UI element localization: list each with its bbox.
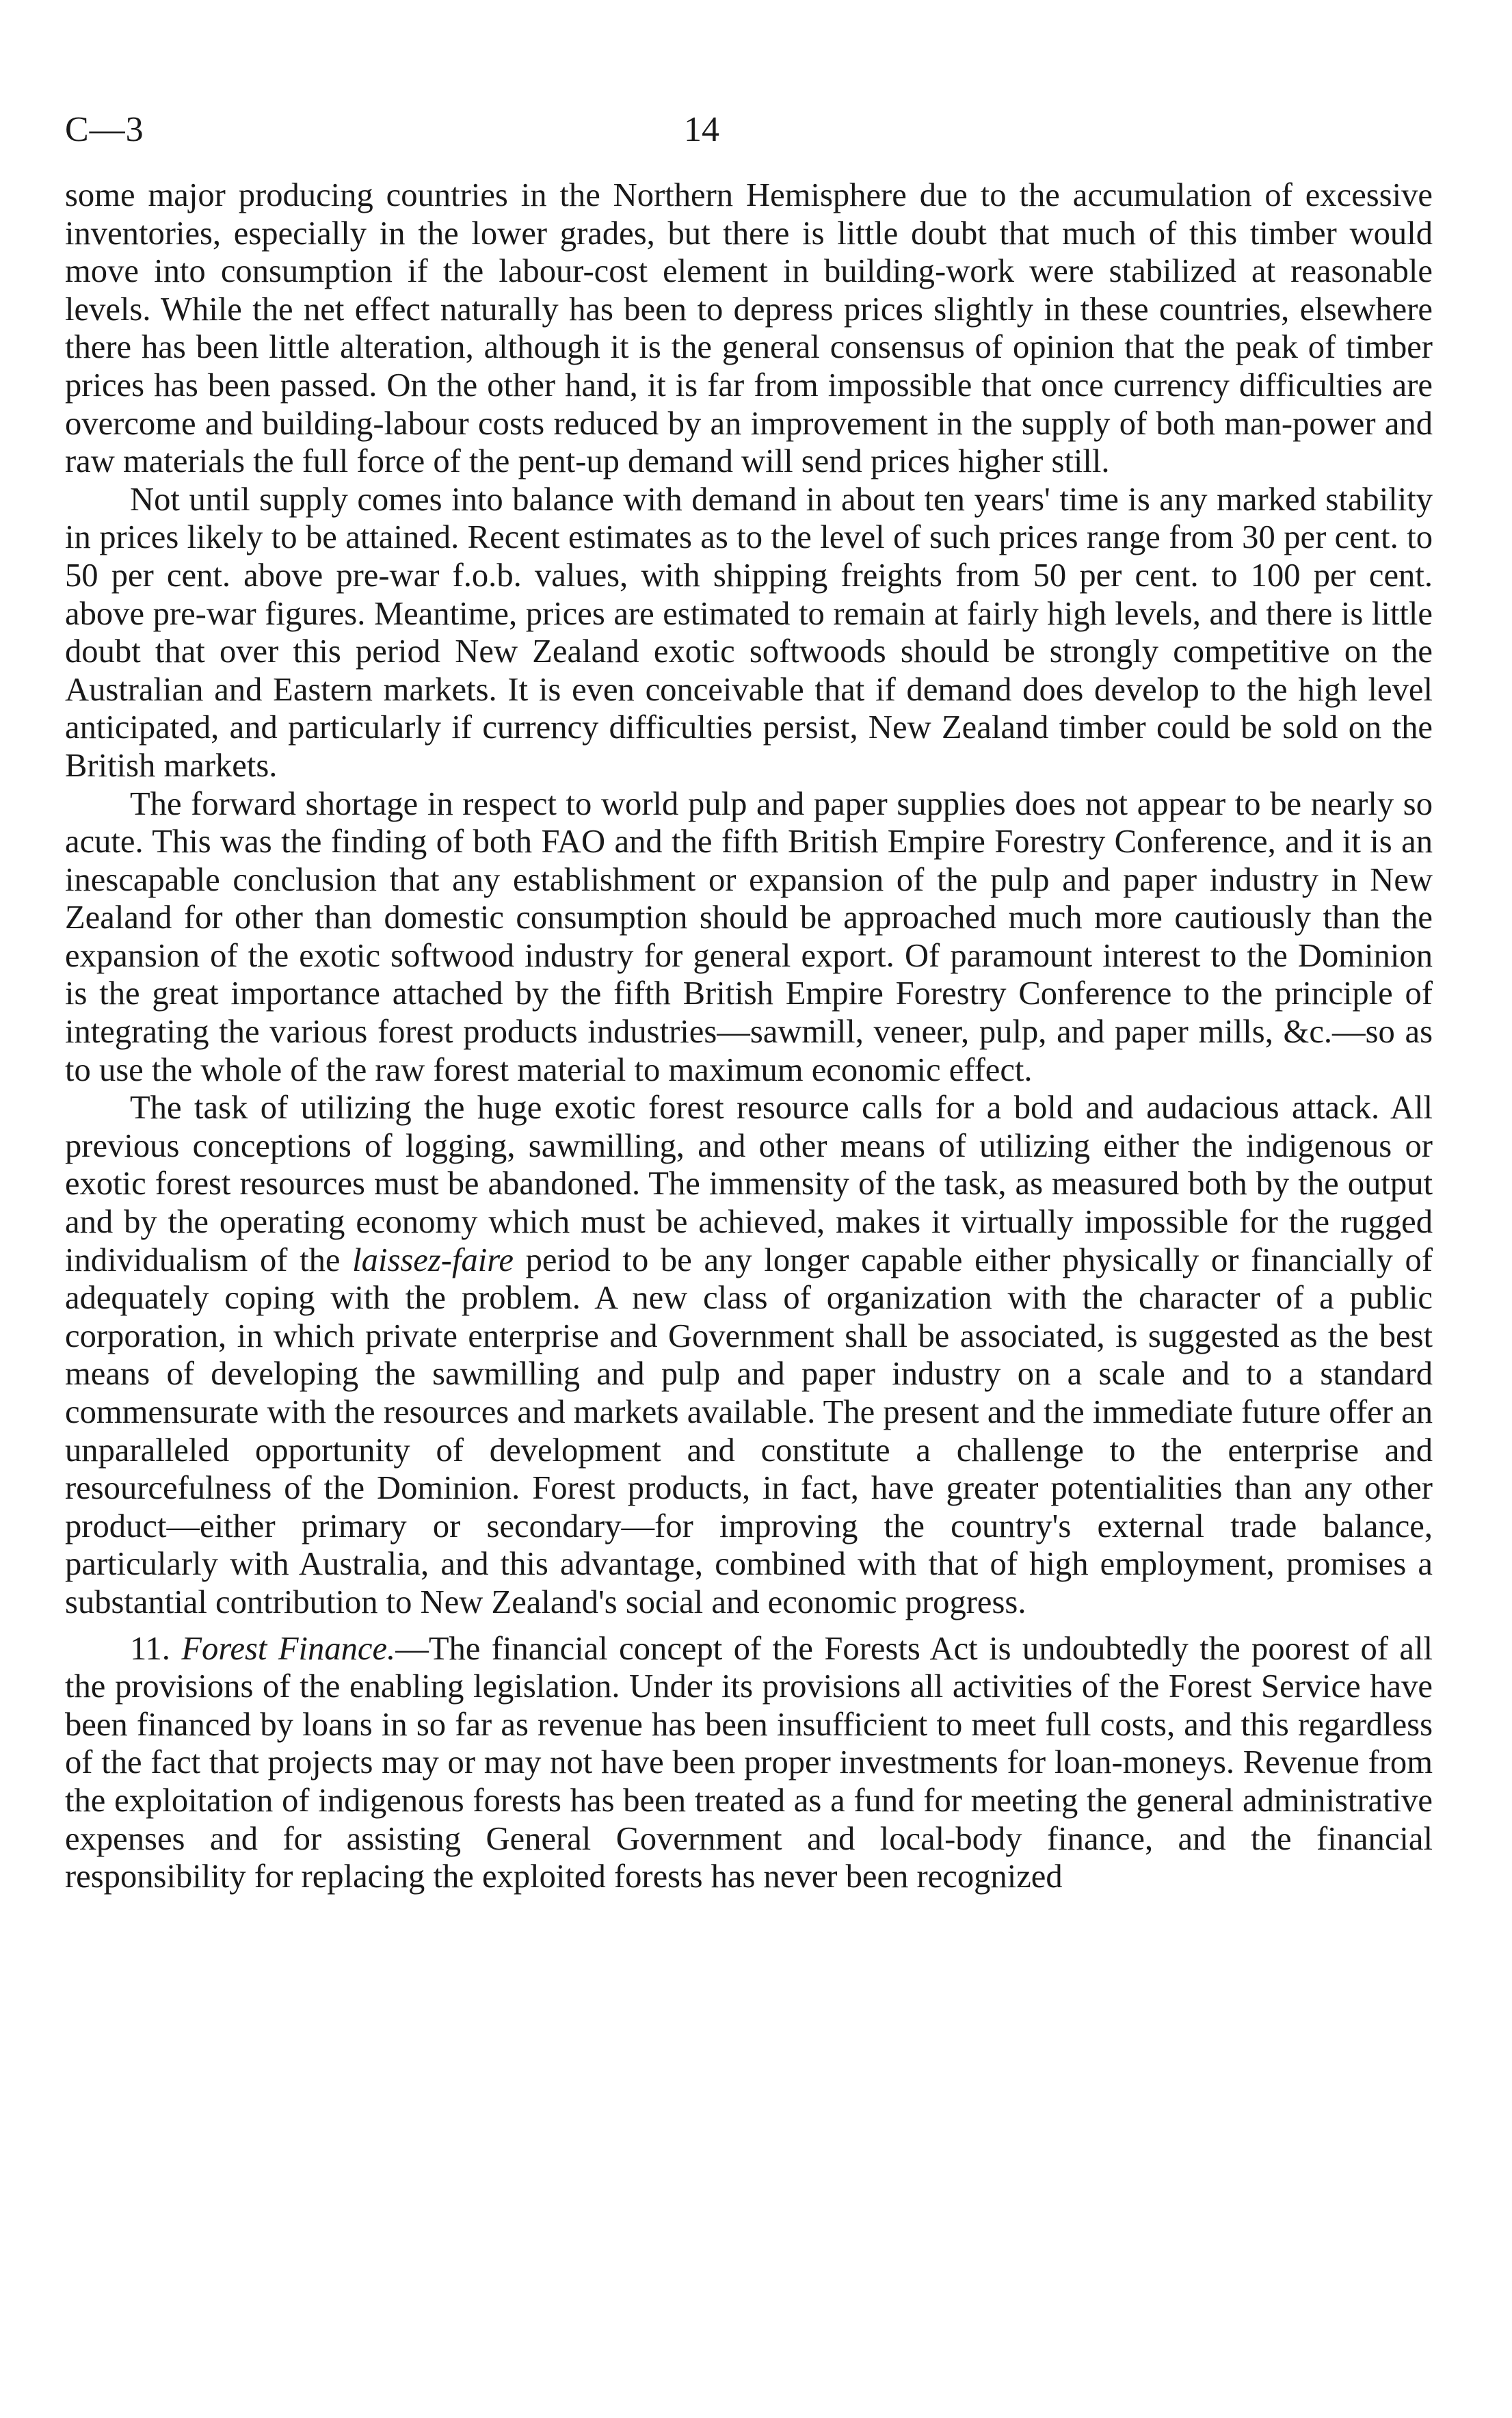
paragraph-text-part: —The financial concept of the Forests Act is undoubtedly the poorest of all the provisions of the enabling legislation. Under its provisions all activities of the Forest Service have been financed by loans in so far as revenue has been insufficient to meet full costs, and this regardless of the fact that projects may or may not have been proper investments for loan-moneys. Revenue from the exploitation of indigenous forests has been treated as a fund for meeting the general administrative expenses and for assisting General Government and local-body finance, and the financial responsibility for replacing the exploited forests has never been recognized — [65, 1629, 1433, 1895]
page-number: 14 — [684, 110, 719, 149]
paragraph-exotic-forest-utilization — [65, 1089, 1433, 1621]
paragraph-text-part: The task of utilizing the huge exotic forest resource calls for a bold and audacious attack. All previous conceptions of logging, sawmilling, and other means of utilizing either the indigenous or exotic forest resources must be abandoned. The immensity of the task, as measured both by the output and by the operating economy which must be achieved, makes it virtually impossible for the rugged individualism of the — [65, 1089, 1433, 1278]
body-text — [65, 176, 1433, 1896]
page-header — [65, 109, 1433, 157]
section-title: Forest Finance. — [181, 1629, 396, 1667]
section-number: 11. — [130, 1629, 182, 1667]
document-code: C—3 — [65, 110, 144, 149]
paragraph-text-part: period to be any longer capable either physically or financially of adequately coping with the problem. A new class of organization with the character of a public corporation, in which private enterprise and Government shall be associated, is suggested as the best means of developing the sawmilling and pulp and paper industry on a scale and to a standard commensurate with the resources and markets available. The present and the immediate future offer an unparalleled opportunity of development and constitute a challenge to the enterprise and resourcefulness of the Dominion. Forest products, in fact, have greater potentialities than any other product—either primary or secondary—for improving the country's external trade balance, particularly with Australia, and this advantage, combined with that of high employment, promises a substantial contribution to New Zealand's social and economic progress. — [65, 1241, 1433, 1620]
paragraph-continuation: some major producing countries in the Northern Hemisphere due to the accumulation of excessive inventories, especially in the lower grades, but there is little doubt that much of this timber would move into consumption if the labour-cost element in building-work were stabilized at reasonable levels. While the net effect naturally has been to depress prices slightly in these countries, elsewhere there has been little alteration, although it is the general consensus of opinion that the peak of timber prices has been passed. On the other hand, it is far from impossible that once currency difficulties are overcome and building-labour costs reduced by an improvement in the supply of both man-power and raw materials the full force of the pent-up demand will send prices higher still. — [65, 176, 1433, 480]
paragraph-pulp-paper: The forward shortage in respect to world pulp and paper supplies does not appear to be nearly so acute. This was the finding of both FAO and the fifth British Empire Forestry Conference, and it is an inescapable conclusion that any establishment or expansion of the pulp and paper industry in New Zealand for other than domestic consumption should be approached much more cautiously than the expansion of the exotic softwood industry for general export. Of paramount interest to the Dominion is the great importance attached by the fifth British Empire Forestry Conference to the principle of integrating the various forest products industries—sawmill, veneer, pulp, and paper mills, &c.—so as to use the whole of the raw forest material to maximum economic effect. — [65, 785, 1433, 1088]
italic-term: laissez-faire — [352, 1241, 514, 1278]
paragraph-forest-finance — [65, 1630, 1433, 1896]
paragraph-price-stability: Not until supply comes into balance with demand in about ten years' time is any marked stability in prices likely to be attained. Recent estimates as to the level of such prices range from 30 per cent. to 50 per cent. above pre-war f.o.b. values, with shipping freights from 50 per cent. to 100 per cent. above pre-war figures. Meantime, prices are estimated to remain at fairly high levels, and there is little doubt that over this period New Zealand exotic softwoods should be strongly competitive on the Australian and Eastern markets. It is even conceivable that if demand does develop to the high level anticipated, and particularly if currency difficulties persist, New Zealand timber could be sold on the British markets. — [65, 480, 1433, 784]
